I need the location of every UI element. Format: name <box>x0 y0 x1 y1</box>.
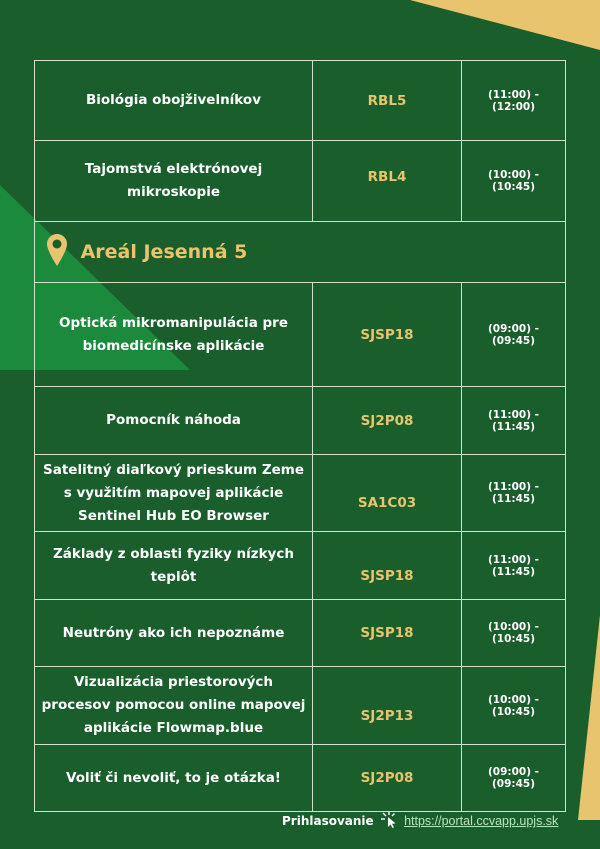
registration-link[interactable]: https://portal.ccvapp.upjs.sk <box>404 814 559 828</box>
room-code: RBL5 <box>313 61 462 141</box>
course-name: Optická mikromanipulácia pre biomedicínske aplikácie <box>35 283 313 387</box>
table-row <box>35 532 566 600</box>
time-slot: (10:00) - (10:45) <box>462 141 566 222</box>
decor-triangle-bottom-right <box>578 615 600 820</box>
table-row <box>35 61 566 141</box>
room-code: SJ2P08 <box>313 387 462 455</box>
time-slot: (09:00) - (09:45) <box>462 283 566 387</box>
course-name: Vizualizácia priestorových procesov pomocou online mapovej aplikácie Flowmap.blue <box>35 667 313 745</box>
time-slot: (11:00) - (12:00) <box>462 61 566 141</box>
course-name: Neutróny ako ich nepoznáme <box>35 600 313 667</box>
course-name: Tajomstvá elektrónovej mikroskopie <box>35 141 313 222</box>
course-name: Voliť či nevoliť, to je otázka! <box>35 745 313 812</box>
table-row <box>35 455 566 532</box>
room-code: SJSP18 <box>313 600 462 667</box>
time-slot: (11:00) - (11:45) <box>462 532 566 600</box>
time-slot: (11:00) - (11:45) <box>462 387 566 455</box>
schedule-table <box>34 60 566 812</box>
table-row <box>35 600 566 667</box>
course-name: Základy z oblasti fyziky nízkych teplôt <box>35 532 313 600</box>
map-pin-icon <box>47 234 67 270</box>
room-code: RBL4 <box>313 141 462 222</box>
time-slot: (09:00) - (09:45) <box>462 745 566 812</box>
course-name: Biológia obojživelníkov <box>35 61 313 141</box>
time-slot: (10:00) - (10:45) <box>462 600 566 667</box>
decor-triangle-top-right <box>410 0 600 50</box>
cursor-click-icon <box>380 812 398 831</box>
section-header <box>35 222 566 283</box>
room-code: SA1C03 <box>313 455 462 532</box>
section-header-row <box>35 222 566 283</box>
time-slot: (11:00) - (11:45) <box>462 455 566 532</box>
registration-footer <box>282 812 558 831</box>
section-title: Areál Jesenná 5 <box>80 241 248 263</box>
table-row <box>35 667 566 745</box>
table-row <box>35 141 566 222</box>
room-code: SJ2P08 <box>313 745 462 812</box>
course-name: Satelitný diaľkový prieskum Zeme s využitím mapovej aplikácie Sentinel Hub EO Browser <box>35 455 313 532</box>
room-code: SJ2P13 <box>313 667 462 745</box>
room-code: SJSP18 <box>313 283 462 387</box>
table-row <box>35 283 566 387</box>
table-row <box>35 745 566 812</box>
registration-label: Prihlasovanie <box>282 814 374 828</box>
time-slot: (10:00) - (10:45) <box>462 667 566 745</box>
course-name: Pomocník náhoda <box>35 387 313 455</box>
table-row <box>35 387 566 455</box>
room-code: SJSP18 <box>313 532 462 600</box>
